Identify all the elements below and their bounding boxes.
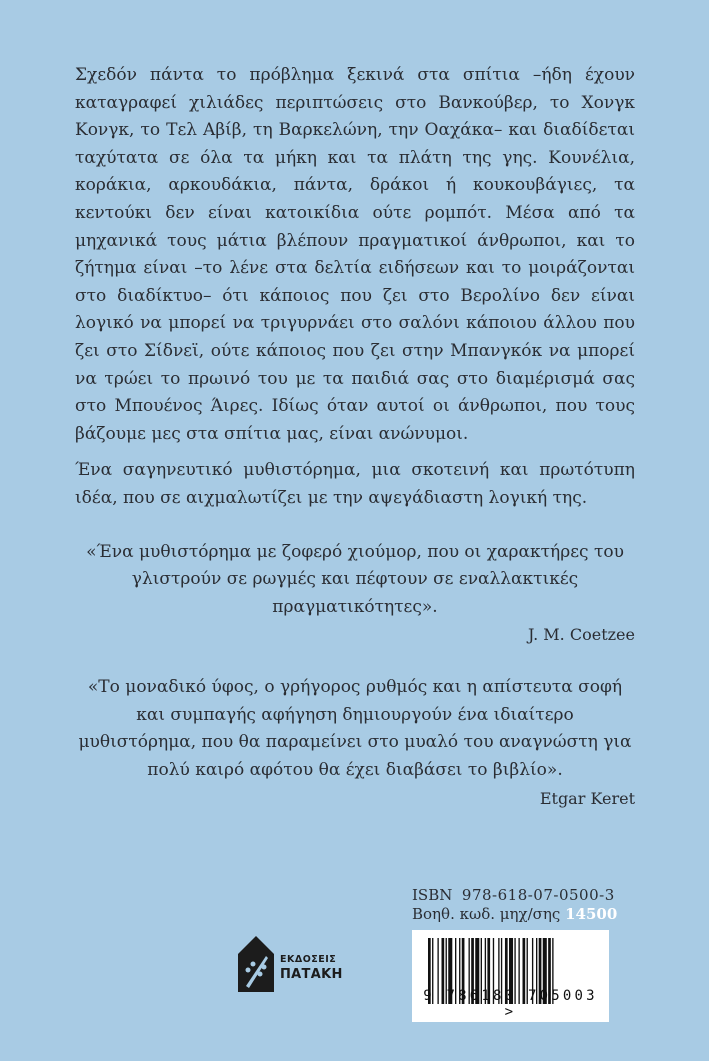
publisher-name: [280, 952, 343, 982]
quote-author: Etgar Keret: [539, 788, 635, 808]
publisher-line1: ΕΚΔΟΣΕΙΣ: [280, 954, 337, 965]
back-cover-text: [75, 62, 635, 808]
isbn-line: [412, 886, 615, 905]
publisher-emblem-icon: [236, 934, 276, 994]
publisher-line2: ΠΑΤΑΚΗ: [280, 967, 343, 982]
aux-code-line: [412, 905, 618, 924]
quote-author: J. M. Coetzee: [527, 625, 635, 645]
isbn-code: 978-618-07-0500-3: [461, 886, 615, 904]
blurb-paragraph: Ένα σαγηνευτικό μυθιστόρημα, μια σκοτεινή και πρωτότυπη ιδέα, που σε αιχμαλωτίζει με την αψεγάδιαστη λογική της.: [75, 460, 635, 508]
isbn-label: ISBN: [412, 886, 453, 904]
aux-code-label: Βοηθ. κωδ. μηχ/σης: [412, 905, 561, 923]
quote-keret: [75, 674, 635, 807]
barcode-digits: 9 786180 705003 >: [423, 988, 598, 1020]
aux-code-value: 14500: [565, 905, 618, 923]
quote-coetzee: [75, 539, 635, 645]
description-paragraph: Σχεδόν πάντα το πρόβλημα ξεκινά στα σπίτια –ήδη έχουν καταγραφεί χιλιάδες περιπτώσεις στο Βανκούβερ, το Χονγκ Κονγκ, το Τελ Αβίβ, τη Βαρκελώνη, την Οαχάκα– και διαδίδεται ταχύτατα σε όλα τα μήκη και τα πλάτη της γης. Κουνέλια, κοράκια, αρκουδάκια, πάντα, δράκοι ή κουκουβάγιες, τα κεντούκι δεν είναι κατοικίδια ούτε ρομπότ. Μέσα από τα μηχανικά τους μάτια βλέπουν πραγματικοί άνθρωποι, και το ζήτημα είναι –το λένε στα δελτία ειδήσεων και το μοιράζονται στο διαδίκτυο– ότι κάποιος που ζει στο Βερολίνο δεν είναι λογικό να μπορεί να τριγυρνάει στο σαλόνι κάποιου άλλου που ζει στο Σίδνεϊ, ούτε κάποιος που ζει στην Μπανγκόκ να μπορεί να τρώει το πρωινό του με τα παιδιά σας στο διαμέρισμά σας στο Μπουένος Άιρες. Ιδίως όταν αυτοί οι άνθρωποι, που τους βάζουμε μες στα σπίτια μας, είναι ανώνυμοι.: [75, 65, 635, 444]
quote-text: «Το μοναδικό ύφος, ο γρήγορος ρυθμός και η απίστευτα σοφή και συμπαγής αφήγηση δημιουργούν ένα ιδιαίτερο μυθιστόρημα, που θα παραμείνει στο μυαλό του αναγνώστη για πολύ καιρό αφότου θα έχει διαβάσει το βιβλίο».: [78, 677, 632, 781]
isbn-block: [412, 886, 618, 924]
publisher-logo: [236, 930, 346, 1010]
quote-text: «Ένα μυθιστόρημα με ζοφερό χιούμορ, που οι χαρακτήρες του γλιστρούν σε ρωγμές και πέφτουν σε εναλλακτικές πραγματικότητες».: [86, 541, 624, 617]
barcode: [412, 930, 609, 1022]
